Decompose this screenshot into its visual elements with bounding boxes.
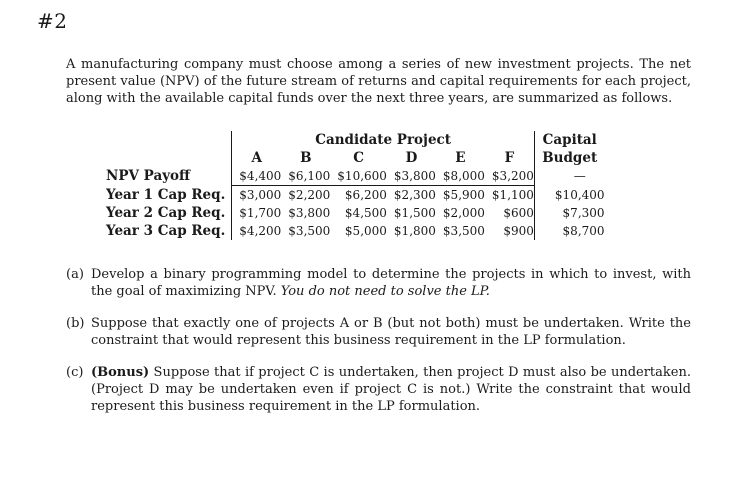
part-b bbox=[66, 315, 691, 349]
cell: $1,800 bbox=[393, 224, 436, 238]
budget-cell: $10,400 bbox=[534, 186, 604, 205]
budget-header: Budget bbox=[534, 149, 604, 167]
cell: $3,800 bbox=[387, 167, 436, 186]
cell: $5,900 bbox=[442, 188, 485, 202]
question-parts bbox=[66, 266, 691, 430]
cell: $4,200 bbox=[232, 222, 282, 240]
part-label: (c) bbox=[66, 365, 84, 380]
investment-table bbox=[106, 131, 605, 240]
part-text: Develop a binary programming model to determine the projects in which to invest, with the goal of maximizing NPV. bbox=[91, 267, 691, 299]
cell: $6,100 bbox=[281, 167, 330, 186]
cell: $1,700 bbox=[232, 204, 282, 222]
cell: $2,000 bbox=[442, 206, 485, 220]
problem-number: #2 bbox=[37, 9, 68, 33]
cell: $4,500 bbox=[344, 206, 387, 220]
cell: $1,100 bbox=[491, 188, 534, 202]
part-label: (a) bbox=[66, 267, 84, 282]
project-header-c: C bbox=[353, 150, 364, 166]
table-row bbox=[106, 222, 605, 240]
cell: $2,300 bbox=[393, 188, 436, 202]
table-row bbox=[106, 204, 605, 222]
cell: $5,000 bbox=[344, 224, 387, 238]
part-italic-note: You do not need to solve the LP. bbox=[280, 284, 490, 299]
cell: $3,500 bbox=[288, 224, 331, 238]
budget-cell: $7,300 bbox=[534, 204, 604, 222]
cell: $3,800 bbox=[288, 206, 331, 220]
cell: $1,500 bbox=[393, 206, 436, 220]
bonus-label: (Bonus) bbox=[91, 365, 150, 380]
cell: $8,000 bbox=[436, 167, 485, 186]
part-text: Suppose that exactly one of projects A or B (but not both) must be undertaken. Write the constraint that would represent this business requirement in the LP formulation. bbox=[91, 316, 691, 348]
cell: $600 bbox=[503, 206, 534, 220]
part-a bbox=[66, 266, 691, 300]
candidate-project-header: Candidate Project bbox=[232, 131, 535, 149]
cell: $3,500 bbox=[442, 224, 485, 238]
part-c bbox=[66, 364, 691, 415]
row-label: Year 3 Cap Req. bbox=[106, 223, 226, 239]
project-header-a: A bbox=[232, 149, 282, 167]
project-header-f: F bbox=[504, 150, 515, 166]
row-label: Year 2 Cap Req. bbox=[106, 205, 226, 221]
cell: $2,200 bbox=[288, 188, 331, 202]
row-label: NPV Payoff bbox=[106, 168, 191, 185]
budget-cell: — bbox=[534, 167, 604, 186]
part-text: Suppose that if project C is undertaken, then project D must also be undertaken. (Project D may be undertaken even if project C is not.) Write the constraint that would represent this business requirement in the LP formulation. bbox=[91, 365, 691, 414]
capital-header: Capital bbox=[534, 131, 604, 149]
cell: $900 bbox=[503, 224, 534, 238]
part-label: (b) bbox=[66, 316, 85, 331]
cell: $10,600 bbox=[330, 167, 387, 186]
row-label: Year 1 Cap Req. bbox=[106, 186, 226, 203]
cell: $3,000 bbox=[232, 186, 282, 205]
intro-paragraph: A manufacturing company must choose among a series of new investment projects. The net present value (NPV) of the future stream of returns and capital requirements for each project, along with the available capital funds over the next three years, are summarized as follows. bbox=[66, 57, 691, 106]
project-header-d: D bbox=[405, 150, 418, 166]
project-header-e: E bbox=[455, 150, 466, 166]
budget-cell: $8,700 bbox=[534, 222, 604, 240]
project-header-b: B bbox=[300, 150, 312, 166]
cell: $4,400 bbox=[232, 167, 282, 186]
table-row bbox=[106, 167, 605, 186]
table-row bbox=[106, 186, 605, 205]
cell: $6,200 bbox=[344, 188, 387, 202]
cell: $3,200 bbox=[485, 167, 535, 186]
